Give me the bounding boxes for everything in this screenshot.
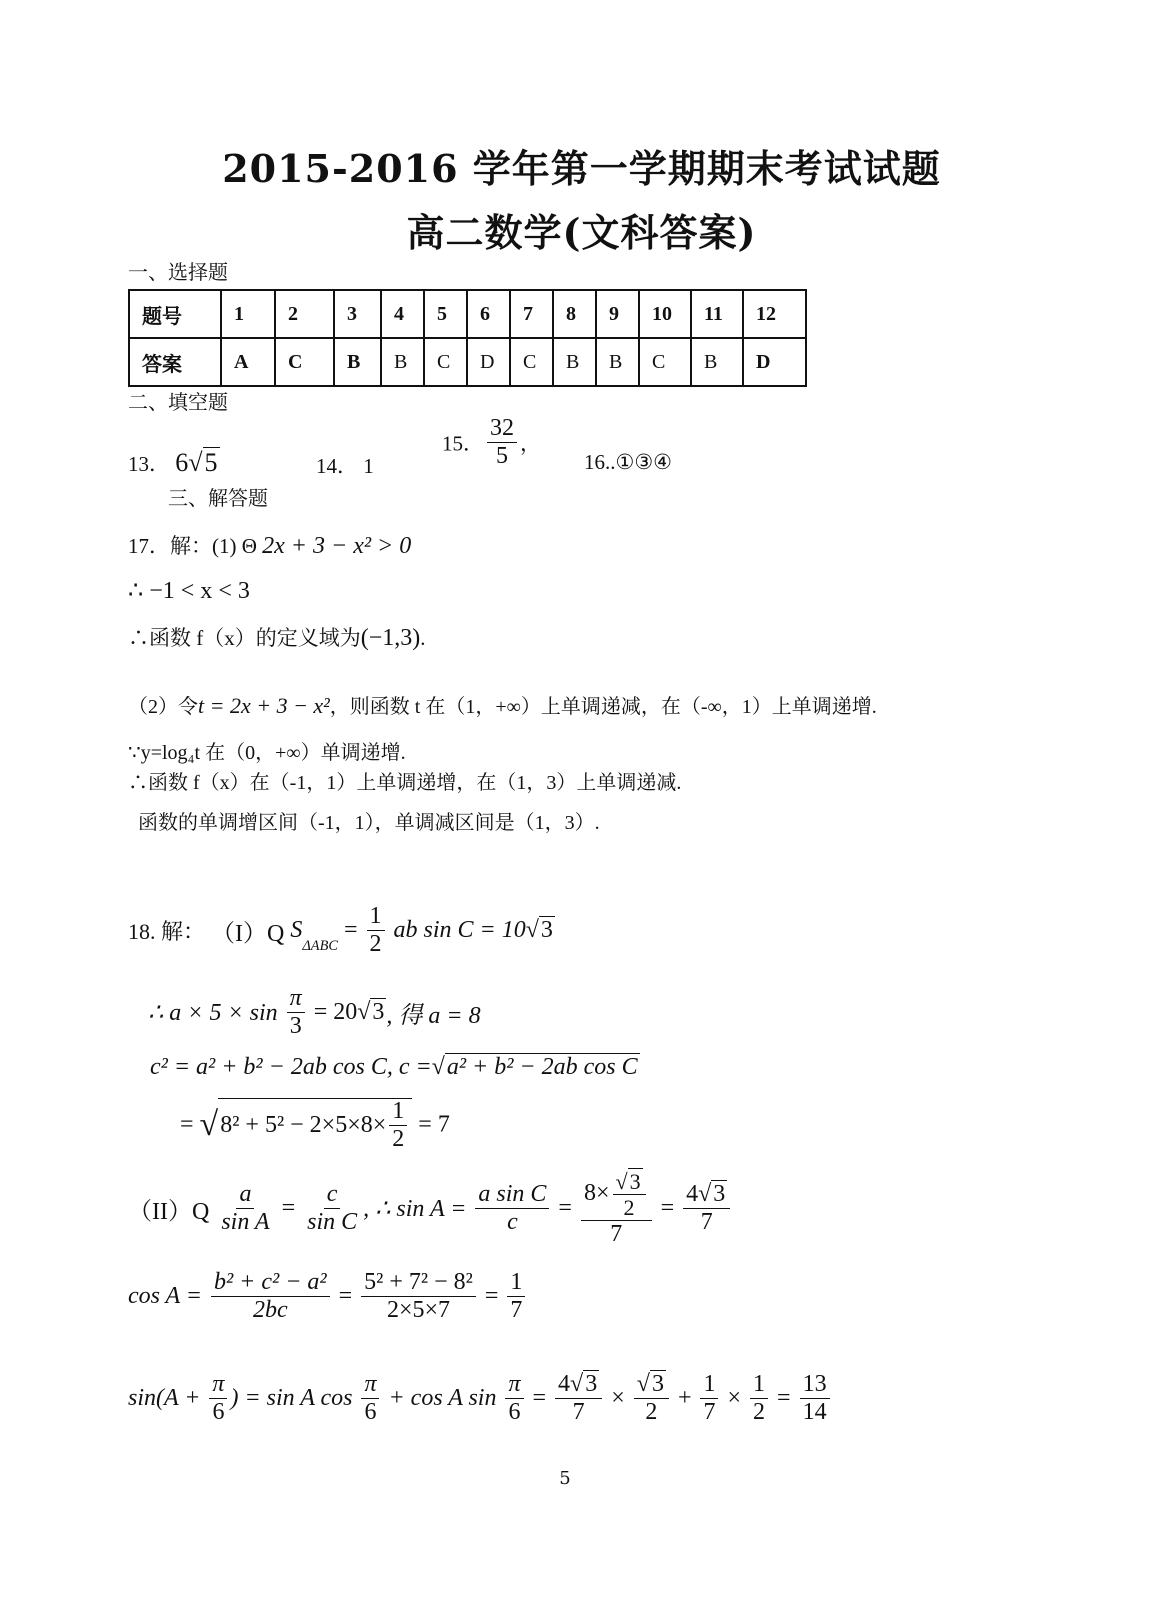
table-cell: C xyxy=(424,338,467,386)
table-row-numbers xyxy=(129,290,806,338)
q16-value: ①③④ xyxy=(615,450,672,474)
table-cell: 7 xyxy=(510,290,553,338)
q17-line5: ∵y=log₄t 在（0，+∞）单调递增. xyxy=(128,742,406,764)
table-cell: 12 xyxy=(743,290,806,338)
page-title: 2015-2016 学年第一学期期末考试试题 xyxy=(222,146,941,191)
section-fill-heading: 二、填空题 xyxy=(128,390,228,414)
q18-line6: cos A = $\frac{\text{b² + c² − a²}}{2bc}$ = $\frac{\text{5² + 7² − 8²}}{2\times 5\times 7}$ = $\frac{1}{7}$ xyxy=(128,1270,528,1323)
q18-line7: sin(A + $\frac{\pi}{6}$ ) = sin A cos $\frac{\pi}{6}$ + cos A sin $\frac{\pi}{6}$ = $\frac{4√3}{7}$ × $\frac{√3}{2}$ + $\frac{1}{7}$ × $\frac{1}{2}$ = $\frac{13}{14}$ xyxy=(128,1372,833,1425)
table-cell: 1 xyxy=(221,290,275,338)
q17-line1: 17．解：(1) Θ 2x + 3 − x² > 0 xyxy=(128,533,412,559)
q17-line4: （2）令t = 2x + 3 − x²，则函数 t 在（1，+∞）上单调递减，在（-∞，1）上单调递增. xyxy=(128,693,877,718)
answer-table xyxy=(128,289,807,387)
table-cell: 5 xyxy=(424,290,467,338)
table-answer-label: 答案 xyxy=(129,338,221,386)
table-cell: 8 xyxy=(553,290,596,338)
fill-q14 xyxy=(316,450,374,480)
fill-q13 xyxy=(128,448,220,478)
table-cell: 6 xyxy=(467,290,510,338)
q13-label: 13． xyxy=(128,452,170,476)
table-cell: 11 xyxy=(691,290,743,338)
table-cell: C xyxy=(639,338,691,386)
q13-coef: 6 xyxy=(175,448,189,477)
q18-line1: 18. 解： （I）Q $S_{\Delta ABC}$ = $\frac{1}{2}$ ab sin C = 10√3 xyxy=(128,903,553,958)
table-cell: C xyxy=(510,338,553,386)
table-cell: 10 xyxy=(639,290,691,338)
table-cell: 9 xyxy=(596,290,639,338)
page-number: 5 xyxy=(559,1468,571,1489)
fill-q16 xyxy=(584,450,672,475)
table-cell: A xyxy=(221,338,275,386)
page-subtitle: 高二数学(文科答案) xyxy=(406,210,757,255)
q16-label: 16.. xyxy=(584,450,616,474)
table-cell: 3 xyxy=(334,290,381,338)
table-cell: B xyxy=(596,338,639,386)
section-choice-heading: 一、选择题 xyxy=(128,260,228,284)
table-cell: D xyxy=(467,338,510,386)
fill-q15: 15． $\frac{32}{5}$ ， xyxy=(442,415,541,470)
q15-fraction: $\frac{32}{5}$ xyxy=(487,416,517,469)
q17-line3: ∴函数 f（x）的定义域为(−1,3). xyxy=(128,625,426,651)
q18-line5: （II）Q $\frac{a}{\text{sin A}}$ = $\frac{c}{\text{sin C}}$ , ∴ sin A = $\frac{\text{a sin C}}{c}$ = 8× $\frac{√3}{2}$ 7 = $\frac{4√3}{7}$ xyxy=(128,1170,733,1247)
table-cell: B xyxy=(381,338,424,386)
table-header-label: 题号 xyxy=(129,290,221,338)
q18-line4: = √8² + 5² − 2×5×8× $\frac{1}{2}$ = 7 xyxy=(180,1098,450,1153)
q15-label: 15． xyxy=(442,431,484,456)
q13-sqrt: √5 xyxy=(188,448,218,477)
table-cell: 2 xyxy=(275,290,334,338)
table-cell: C xyxy=(275,338,334,386)
section-solve-heading: 三、解答题 xyxy=(168,486,268,510)
table-cell: 4 xyxy=(381,290,424,338)
q14-value: 1 xyxy=(363,454,374,478)
q18-line3: c² = a² + b² − 2ab cos C, c =√a² + b² − 2ab cos C xyxy=(150,1054,638,1080)
table-cell: B xyxy=(691,338,743,386)
q14-label: 14． xyxy=(316,454,358,478)
q17-line7: 函数的单调增区间（-1，1），单调减区间是（1，3）. xyxy=(138,812,600,834)
table-cell: B xyxy=(553,338,596,386)
q17-line6: ∴函数 f（x）在（-1，1）上单调递增，在（1，3）上单调递减. xyxy=(128,772,682,794)
table-row-answers xyxy=(129,338,806,386)
q18-line2: ∴ a × 5 × sin $\frac{\pi}{3}$ = 20√3, 得 a = 8 xyxy=(148,985,481,1040)
table-cell: D xyxy=(743,338,806,386)
table-cell: B xyxy=(334,338,381,386)
q17-line2: ∴ −1 < x < 3 xyxy=(128,578,250,604)
